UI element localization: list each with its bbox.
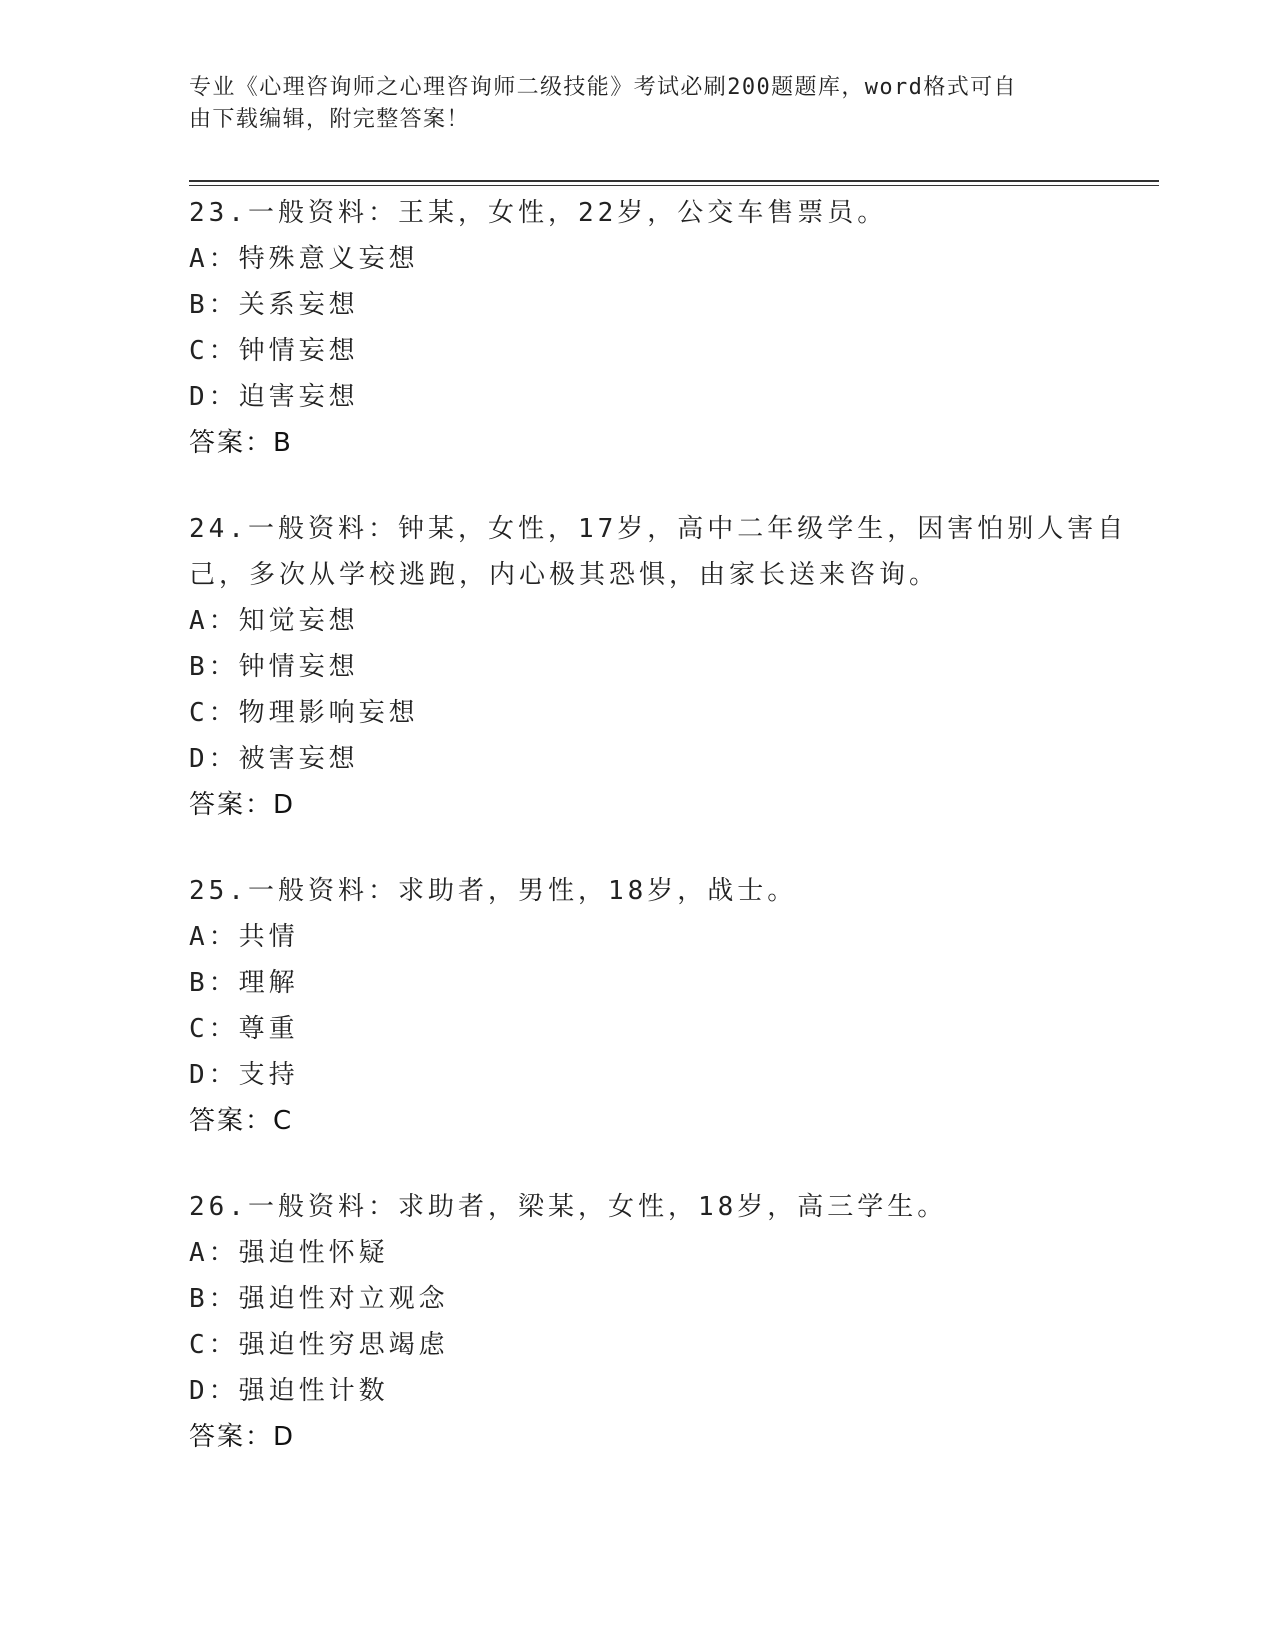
option-b: B：钟情妄想	[189, 652, 359, 682]
option-d: D：支持	[189, 1060, 299, 1090]
option-c: C：尊重	[189, 1014, 299, 1044]
question-stem-continued: 己，多次从学校逃跑，内心极其恐惧，由家长送来咨询。	[189, 560, 940, 590]
option-c: C：强迫性穷思竭虑	[189, 1330, 449, 1360]
question-stem: 26.一般资料：求助者，梁某，女性，18岁，高三学生。	[189, 1192, 948, 1222]
question-stem: 23.一般资料：王某，女性，22岁，公交车售票员。	[189, 198, 888, 228]
option-b: B：强迫性对立观念	[189, 1284, 449, 1314]
header-divider-thin	[189, 185, 1159, 186]
question-26	[189, 1184, 1109, 1460]
question-stem: 25.一般资料：求助者，男性，18岁，战士。	[189, 876, 798, 906]
answer-line: 答案：C	[189, 1106, 294, 1136]
option-c: C：钟情妄想	[189, 336, 359, 366]
option-c: C：物理影响妄想	[189, 698, 419, 728]
header-divider-thick	[189, 180, 1159, 182]
question-list	[189, 190, 1128, 1500]
question-24	[189, 506, 1128, 828]
answer-line: 答案：D	[189, 790, 296, 820]
option-d: D：迫害妄想	[189, 382, 359, 412]
header-line-2: 由下载编辑，附完整答案！	[189, 107, 470, 132]
answer-line: 答案：B	[189, 428, 293, 458]
answer-line: 答案：D	[189, 1422, 296, 1452]
option-d: D：强迫性计数	[189, 1376, 389, 1406]
question-25	[189, 868, 1109, 1144]
option-a: A：特殊意义妄想	[189, 244, 419, 274]
question-stem: 24.一般资料：钟某，女性，17岁，高中二年级学生，因害怕别人害自	[189, 514, 1128, 544]
option-d: D：被害妄想	[189, 744, 359, 774]
document-header	[189, 72, 1089, 136]
option-b: B：理解	[189, 968, 299, 998]
header-line-1: 专业《心理咨询师之心理咨询师二级技能》考试必刷200题题库，word格式可自	[189, 75, 1017, 100]
option-a: A：强迫性怀疑	[189, 1238, 389, 1268]
option-b: B：关系妄想	[189, 290, 359, 320]
question-23	[189, 190, 1109, 466]
option-a: A：共情	[189, 922, 299, 952]
option-a: A：知觉妄想	[189, 606, 359, 636]
